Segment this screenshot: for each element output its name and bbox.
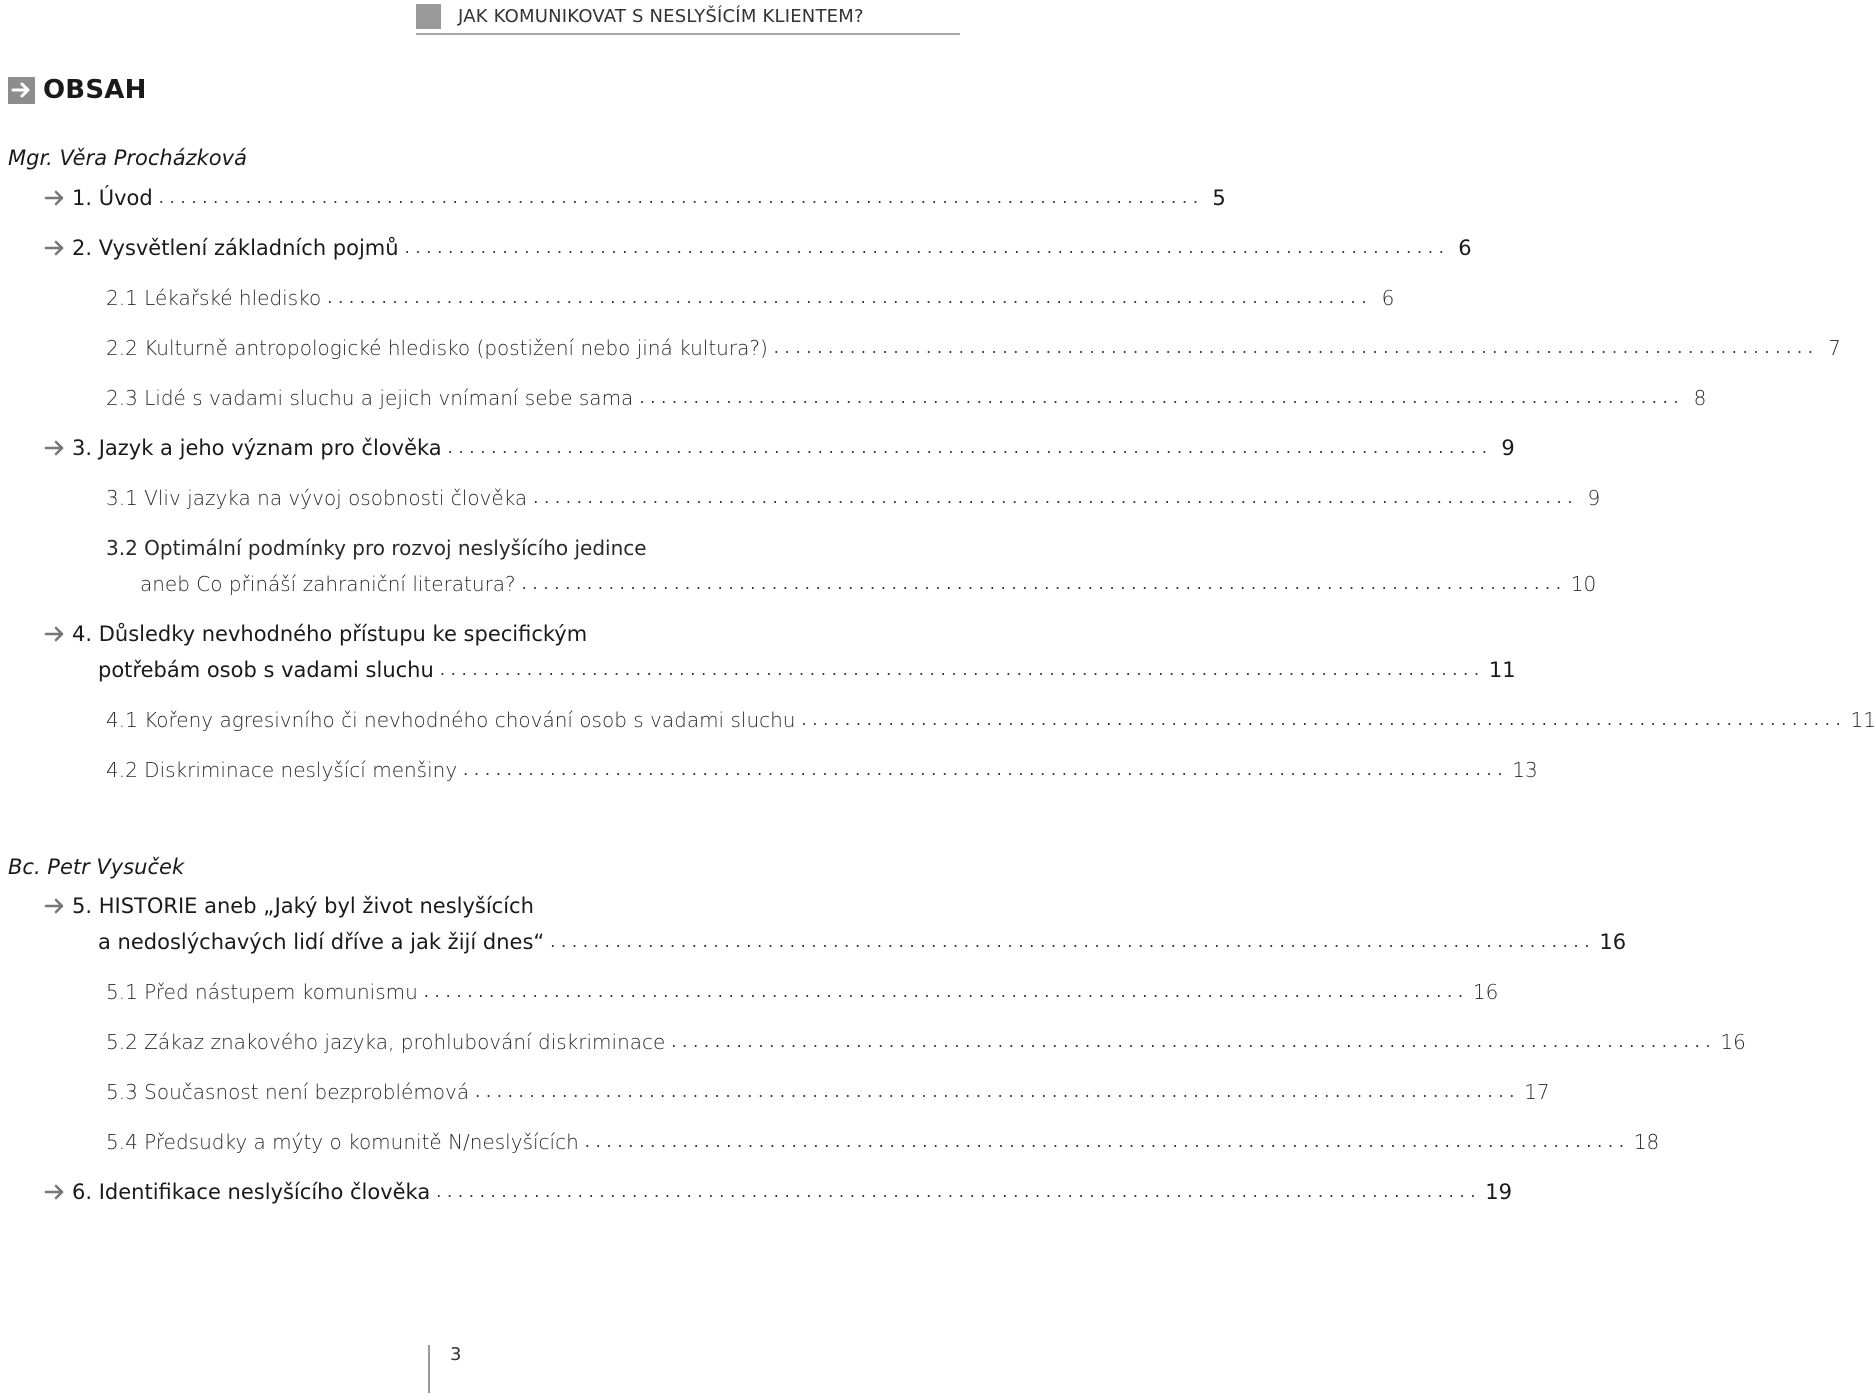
dot-leader: ................................................................................................	[521, 574, 1567, 593]
toc-subentry[interactable]	[0, 281, 1395, 315]
toc-entry-continued[interactable]	[0, 653, 1516, 687]
toc-page-number: 16	[1599, 930, 1627, 954]
dot-leader: ................................................................................................	[639, 388, 1685, 407]
toc-entry-title: 2.2 Kulturně antropologické hledisko (postižení nebo jiná kultura?)	[106, 336, 768, 360]
toc-entry-title: 1. Úvod	[72, 186, 153, 210]
dot-leader: ................................................................................................	[327, 288, 1373, 307]
header-marker	[416, 4, 441, 29]
dot-leader: ................................................................................................	[447, 438, 1493, 457]
toc-page-number: 16	[1472, 980, 1499, 1004]
toc-page-number: 17	[1524, 1080, 1550, 1104]
dot-leader: ................................................................................................	[801, 710, 1847, 729]
toc-entry-title: 5. HISTORIE aneb „Jaký byl život neslyšících	[72, 894, 534, 918]
toc-subentry[interactable]	[0, 1075, 1550, 1109]
dot-leader: ................................................................................................	[475, 1082, 1521, 1101]
toc-entry[interactable]	[0, 617, 960, 651]
arrow-right-icon	[44, 896, 66, 916]
toc-entry-title: 5.2 Zákaz znakového jazyka, prohlubování diskriminace	[106, 1030, 666, 1054]
author-name: Mgr. Věra Procházková	[8, 146, 247, 170]
toc-page-number: 10	[1570, 572, 1597, 596]
toc-page-number: 9	[1587, 486, 1601, 510]
toc-page-number: 11	[1488, 658, 1516, 682]
dot-leader: ................................................................................................	[533, 488, 1579, 507]
toc-entry-title: 4.2 Diskriminace neslyšící menšiny	[106, 758, 458, 782]
dot-leader: ................................................................................................	[671, 1032, 1717, 1051]
toc-entry-title: 3. Jazyk a jeho význam pro člověka	[72, 436, 442, 460]
toc-page-number: 7	[1828, 336, 1841, 360]
toc-entry-title[interactable]: 3.2 Optimální podmínky pro rozvoj neslyšícího jedince	[106, 536, 647, 560]
dot-leader: ................................................................................................	[773, 338, 1819, 357]
dot-leader: ................................................................................................	[158, 188, 1204, 207]
author-name: Bc. Petr Vysuček	[8, 855, 185, 879]
toc-entry[interactable]	[0, 889, 960, 923]
toc-entry-title: 4. Důsledky nevhodného přístupu ke specifickým	[72, 622, 588, 646]
dot-leader: ................................................................................................	[439, 660, 1485, 679]
toc-page-number: 6	[1458, 236, 1472, 260]
toc-entry-title-continued: potřebám osob s vadami sluchu	[98, 658, 434, 682]
toc-entry-title: 2.1 Lékařské hledisko	[106, 286, 322, 310]
toc-entry-title: 2.3 Lidé s vadami sluchu a jejich vnímaní sebe sama	[106, 386, 634, 410]
running-header: JAK KOMUNIKOVAT S NESLYŠÍCÍM KLIENTEM?	[458, 6, 864, 27]
toc-subentry[interactable]	[0, 1125, 1660, 1159]
toc-subentry[interactable]	[0, 753, 1538, 787]
toc-entry[interactable]	[0, 431, 1515, 465]
arrow-right-icon	[8, 77, 35, 104]
toc-subentry[interactable]	[0, 481, 1601, 515]
dot-leader: ................................................................................................	[550, 932, 1596, 951]
header-rule	[416, 33, 960, 35]
toc-page-number: 19	[1485, 1180, 1513, 1204]
toc-entry-title: 4.1 Kořeny agresivního či nevhodného chování osob s vadami sluchu	[106, 708, 796, 732]
toc-subentry[interactable]	[0, 331, 1841, 365]
toc-subentry[interactable]	[0, 1025, 1746, 1059]
toc-subentry[interactable]	[0, 703, 1876, 737]
arrow-right-icon	[44, 238, 66, 258]
toc-page-number: 11	[1850, 708, 1876, 732]
toc-page-number: 16	[1720, 1030, 1746, 1054]
dot-leader: ................................................................................................	[436, 1182, 1482, 1201]
toc-entry-title: 2. Vysvětlení základních pojmů	[72, 236, 399, 260]
page-number: 3	[450, 1344, 462, 1365]
toc-entry-title: 5.1 Před nástupem komunismu	[106, 980, 418, 1004]
toc-page-number: 8	[1693, 386, 1707, 410]
dot-leader: ................................................................................................	[423, 982, 1469, 1001]
toc-subentry[interactable]	[0, 975, 1499, 1009]
toc-entry[interactable]	[0, 231, 1472, 265]
toc-entry-title-continued: a nedoslýchavých lidí dříve a jak žijí dnes“	[98, 930, 545, 954]
toc-entry-title: 5.4 Předsudky a mýty o komunitě N/neslyšících	[106, 1130, 579, 1154]
dot-leader: ................................................................................................	[463, 760, 1509, 779]
toc-entry-continued[interactable]	[0, 925, 1627, 959]
toc-entry-title-continued: aneb Co přináší zahraniční literatura?	[140, 572, 516, 596]
toc-entry-title: 6. Identifikace neslyšícího člověka	[72, 1180, 431, 1204]
toc-entry-title: 3.1 Vliv jazyka na vývoj osobnosti člověka	[106, 486, 528, 510]
toc-entry[interactable]	[0, 181, 1226, 215]
toc-subentry[interactable]	[0, 381, 1707, 415]
toc-page-number: 5	[1212, 186, 1226, 210]
toc-page-number: 9	[1501, 436, 1515, 460]
arrow-right-icon	[44, 438, 66, 458]
arrow-right-icon	[44, 188, 66, 208]
section-title: OBSAH	[43, 75, 147, 105]
footer-rule	[428, 1345, 430, 1393]
dot-leader: ................................................................................................	[584, 1132, 1630, 1151]
toc-page-number: 6	[1381, 286, 1395, 310]
toc-entry-title: 5.3 Současnost není bezproblémová	[106, 1080, 470, 1104]
toc-entry[interactable]	[0, 1175, 1513, 1209]
arrow-right-icon	[44, 1182, 66, 1202]
dot-leader: ................................................................................................	[404, 238, 1450, 257]
toc-page-number: 13	[1512, 758, 1538, 782]
arrow-right-icon	[44, 624, 66, 644]
toc-subentry[interactable]	[0, 567, 1597, 601]
section-heading	[8, 72, 147, 108]
toc-page-number: 18	[1633, 1130, 1660, 1154]
